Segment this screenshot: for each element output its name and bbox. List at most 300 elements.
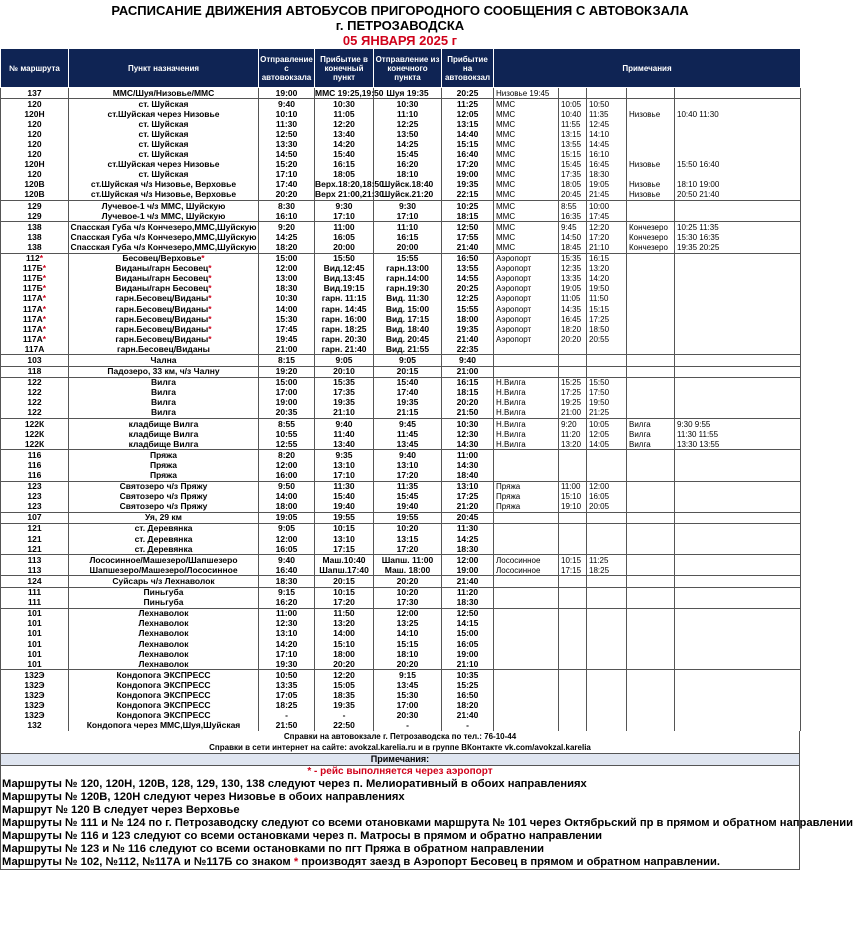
cell-depart-terminus: 14:10 xyxy=(374,629,442,639)
cell-destination: ст.Шуйская ч/з Низовье, Верховье xyxy=(69,190,259,201)
cell-note-place-2: Низовье xyxy=(627,180,675,190)
col-notes: Примечания xyxy=(494,49,801,88)
airport-star-mark: * xyxy=(208,303,212,314)
cell-note-place-1: Н.Вилга xyxy=(494,398,559,408)
cell-depart-station: 9:20 xyxy=(259,222,315,233)
cell-note-place-1: Аэропорт xyxy=(494,284,559,294)
cell-note-time-1b: 14:05 xyxy=(587,439,627,450)
table-row xyxy=(1,649,801,659)
cell-note-times-2: 19:35 20:25 xyxy=(675,242,801,253)
cell-destination: Лехнаволок xyxy=(69,659,259,670)
cell-note-place-1: ММС xyxy=(494,109,559,119)
cell-note-place-1: ММС xyxy=(494,150,559,160)
cell-note-place-1: ММС xyxy=(494,139,559,149)
cell-note-place-2 xyxy=(627,274,675,284)
table-row xyxy=(1,619,801,629)
cell-arrive-station: 13:55 xyxy=(442,264,494,274)
cell-destination: Лучевое-1 ч/з ММС, Шуйскую xyxy=(69,201,259,212)
cell-note-time-1b: 17:25 xyxy=(587,314,627,324)
cell-arrive-station: 21:40 xyxy=(442,242,494,253)
cell-arrive-terminus: 19:35 xyxy=(315,398,374,408)
cell-note-time-1a xyxy=(559,598,587,609)
cell-arrive-terminus: 12:20 xyxy=(315,119,374,129)
cell-note-time-1a: 19:25 xyxy=(559,398,587,408)
cell-note-place-1: Аэропорт xyxy=(494,294,559,304)
table-row xyxy=(1,201,801,212)
cell-destination: Лехнаволок xyxy=(69,608,259,619)
cell-note-time-1a: 21:00 xyxy=(559,408,587,419)
cell-note-times-2 xyxy=(675,523,801,534)
cell-note-time-1b xyxy=(587,711,627,721)
cell-depart-terminus: 11:35 xyxy=(374,481,442,492)
cell-depart-station: 12:30 xyxy=(259,619,315,629)
cell-destination: ст. Шуйская xyxy=(69,170,259,180)
cell-depart-terminus: 9:30 xyxy=(374,201,442,212)
cell-route-number: 117Б* xyxy=(1,284,69,294)
table-row xyxy=(1,253,801,264)
table-row xyxy=(1,232,801,242)
cell-depart-terminus: 19:40 xyxy=(374,502,442,513)
table-row xyxy=(1,608,801,619)
cell-arrive-station: 20:25 xyxy=(442,284,494,294)
cell-arrive-station: 14:30 xyxy=(442,439,494,450)
table-row xyxy=(1,294,801,304)
cell-depart-station: - xyxy=(259,711,315,721)
cell-route-number: 121 xyxy=(1,534,69,544)
cell-note-times-2 xyxy=(675,481,801,492)
cell-note-time-1a: 11:05 xyxy=(559,294,587,304)
cell-depart-terminus: 13:25 xyxy=(374,619,442,629)
cell-destination: Виданы/гарн Бесовец* xyxy=(69,274,259,284)
cell-destination: ст. Шуйская xyxy=(69,150,259,160)
cell-note-time-1a xyxy=(559,523,587,534)
cell-destination: Святозеро ч/з Пряжу xyxy=(69,502,259,513)
cell-arrive-terminus: 11:40 xyxy=(315,429,374,439)
cell-note-time-1a xyxy=(559,608,587,619)
table-row xyxy=(1,460,801,470)
cell-arrive-station: 14:55 xyxy=(442,274,494,284)
cell-note-time-1a: 16:45 xyxy=(559,314,587,324)
cell-note-times-2 xyxy=(675,211,801,222)
cell-destination: гарн.Бесовец/Виданы xyxy=(69,344,259,355)
cell-note-time-1b: 17:45 xyxy=(587,211,627,222)
cell-note-time-1a xyxy=(559,701,587,711)
cell-arrive-terminus: Вид.13:45 xyxy=(315,274,374,284)
cell-note-time-1b: 15:50 xyxy=(587,377,627,388)
cell-note-place-1 xyxy=(494,544,559,555)
cell-note-times-2 xyxy=(675,670,801,681)
cell-note-times-2 xyxy=(675,170,801,180)
cell-note-times-2 xyxy=(675,334,801,344)
cell-arrive-terminus: 16:05 xyxy=(315,232,374,242)
cell-note-times-2 xyxy=(675,587,801,598)
cell-arrive-station: 19:00 xyxy=(442,565,494,576)
cell-note-place-1: Пряжа xyxy=(494,481,559,492)
table-row xyxy=(1,523,801,534)
cell-note-times-2 xyxy=(675,253,801,264)
cell-depart-terminus: 17:30 xyxy=(374,598,442,609)
cell-note-time-1a xyxy=(559,344,587,355)
cell-note-place-2 xyxy=(627,701,675,711)
airport-star-mark: * xyxy=(42,293,47,304)
cell-destination: Кондопога ЭКСПРЕСС xyxy=(69,670,259,681)
cell-note-time-1a xyxy=(559,670,587,681)
cell-note-place-1: Аэропорт xyxy=(494,264,559,274)
cell-arrive-station: 19:35 xyxy=(442,180,494,190)
cell-note-time-1a: 10:40 xyxy=(559,109,587,119)
cell-depart-station: 17:10 xyxy=(259,170,315,180)
cell-note-time-1b: 14:20 xyxy=(587,274,627,284)
cell-note-time-1b: 16:15 xyxy=(587,253,627,264)
cell-note-time-1a: 17:35 xyxy=(559,170,587,180)
cell-note-times-2 xyxy=(675,512,801,523)
cell-arrive-terminus: 15:10 xyxy=(315,639,374,649)
cell-depart-terminus: 11:45 xyxy=(374,429,442,439)
cell-note-time-1b xyxy=(587,680,627,690)
cell-note-place-1: Н.Вилга xyxy=(494,439,559,450)
cell-note-times-2: 15:30 16:35 xyxy=(675,232,801,242)
table-row xyxy=(1,711,801,721)
cell-note-times-2 xyxy=(675,274,801,284)
cell-depart-terminus: 20:15 xyxy=(374,366,442,377)
cell-arrive-station: 18:40 xyxy=(442,470,494,481)
cell-note-times-2: 13:30 13:55 xyxy=(675,439,801,450)
cell-depart-station: 19:20 xyxy=(259,366,315,377)
cell-note-time-1b xyxy=(587,88,627,99)
cell-destination: гарн.Бесовец/Виданы* xyxy=(69,294,259,304)
airport-star-mark: * xyxy=(42,323,47,334)
cell-route-number: 120 xyxy=(1,150,69,160)
table-row xyxy=(1,481,801,492)
cell-arrive-terminus: 18:00 xyxy=(315,649,374,659)
cell-note-times-2 xyxy=(675,314,801,324)
cell-route-number: 138 xyxy=(1,232,69,242)
cell-depart-station: 16:40 xyxy=(259,565,315,576)
cell-arrive-terminus: 19:35 xyxy=(315,701,374,711)
cell-depart-station: 12:00 xyxy=(259,534,315,544)
star-symbol: * xyxy=(307,765,312,777)
airport-star-mark: * xyxy=(42,263,47,274)
cell-depart-terminus: 13:15 xyxy=(374,534,442,544)
cell-route-number: 122 xyxy=(1,388,69,398)
cell-arrive-terminus: 9:05 xyxy=(315,355,374,366)
table-row xyxy=(1,324,801,334)
cell-route-number: 123 xyxy=(1,481,69,492)
cell-note-place-2 xyxy=(627,334,675,344)
cell-depart-station: 17:10 xyxy=(259,649,315,659)
cell-note-times-2 xyxy=(675,639,801,649)
cell-route-number: 107 xyxy=(1,512,69,523)
cell-destination: Вилга xyxy=(69,408,259,419)
page-subtitle-city: г. ПЕТРОЗАВОДСКА xyxy=(335,18,465,33)
cell-note-time-1b xyxy=(587,721,627,731)
cell-route-number: 120Н xyxy=(1,109,69,119)
cell-destination: Виданы/гарн Бесовец* xyxy=(69,264,259,274)
cell-note-time-1b: 13:20 xyxy=(587,264,627,274)
cell-arrive-terminus: гарн. 14:45 xyxy=(315,304,374,314)
cell-note-times-2: 18:10 19:00 xyxy=(675,180,801,190)
cell-depart-station: 14:00 xyxy=(259,304,315,314)
table-header-row xyxy=(1,49,801,88)
cell-note-time-1b: 11:50 xyxy=(587,294,627,304)
airport-star-mark: * xyxy=(208,263,212,274)
star-legend xyxy=(1,766,799,778)
cell-arrive-station: 10:25 xyxy=(442,201,494,212)
cell-depart-station: 8:15 xyxy=(259,355,315,366)
table-row xyxy=(1,314,801,324)
cell-arrive-station: 22:35 xyxy=(442,344,494,355)
cell-arrive-terminus: 9:35 xyxy=(315,450,374,461)
cell-depart-station: 14:50 xyxy=(259,150,315,160)
cell-arrive-terminus: 14:20 xyxy=(315,139,374,149)
cell-note-place-2 xyxy=(627,88,675,99)
cell-note-time-1b: 15:15 xyxy=(587,304,627,314)
cell-depart-station: 10:50 xyxy=(259,670,315,681)
cell-depart-terminus: 13:10 xyxy=(374,460,442,470)
cell-note-time-1a: 11:20 xyxy=(559,429,587,439)
cell-note-time-1a: 10:05 xyxy=(559,99,587,110)
cell-depart-terminus: Вид. 17:15 xyxy=(374,314,442,324)
cell-depart-station: 19:30 xyxy=(259,659,315,670)
col-depart-terminus: Отправление из конечного пункта xyxy=(374,49,442,88)
cell-note-time-1b: 21:25 xyxy=(587,408,627,419)
cell-arrive-station: 9:40 xyxy=(442,355,494,366)
table-row xyxy=(1,150,801,160)
cell-arrive-station: 21:40 xyxy=(442,576,494,587)
cell-destination: Уя, 29 км xyxy=(69,512,259,523)
cell-note-place-2 xyxy=(627,534,675,544)
cell-arrive-terminus: 16:15 xyxy=(315,160,374,170)
cell-depart-terminus: 11:10 xyxy=(374,109,442,119)
cell-depart-station: 18:30 xyxy=(259,284,315,294)
cell-note-time-1a xyxy=(559,587,587,598)
cell-note-time-1a: 13:55 xyxy=(559,139,587,149)
cell-note-time-1b: 21:10 xyxy=(587,242,627,253)
table-row xyxy=(1,492,801,502)
table-row xyxy=(1,429,801,439)
table-row xyxy=(1,344,801,355)
cell-note-times-2 xyxy=(675,555,801,566)
cell-note-time-1a: 9:45 xyxy=(559,222,587,233)
cell-destination: Святозеро ч/з Пряжу xyxy=(69,481,259,492)
cell-arrive-station: 12:50 xyxy=(442,608,494,619)
table-row xyxy=(1,109,801,119)
cell-note-place-2 xyxy=(627,587,675,598)
cell-note-place-1: Лососинное xyxy=(494,555,559,566)
cell-depart-station: 8:20 xyxy=(259,450,315,461)
cell-route-number: 117А* xyxy=(1,324,69,334)
cell-note-place-2 xyxy=(627,170,675,180)
cell-depart-terminus: 20:20 xyxy=(374,659,442,670)
cell-note-place-1 xyxy=(494,649,559,659)
cell-arrive-terminus: 15:50 xyxy=(315,253,374,264)
cell-destination: Виданы/гарн Бесовец* xyxy=(69,284,259,294)
cell-destination: кладбище Вилга xyxy=(69,429,259,439)
cell-arrive-terminus: Маш.10:40 xyxy=(315,555,374,566)
table-row xyxy=(1,555,801,566)
cell-depart-station: 16:05 xyxy=(259,544,315,555)
cell-note-time-1b: 11:25 xyxy=(587,555,627,566)
cell-depart-station: 18:25 xyxy=(259,701,315,711)
cell-note-place-2 xyxy=(627,150,675,160)
cell-destination: ст. Деревянка xyxy=(69,544,259,555)
cell-arrive-station: 21:40 xyxy=(442,711,494,721)
cell-arrive-station: 20:45 xyxy=(442,512,494,523)
table-row xyxy=(1,544,801,555)
cell-note-times-2 xyxy=(675,264,801,274)
cell-note-times-2 xyxy=(675,565,801,576)
cell-destination: Святозеро ч/з Пряжу xyxy=(69,492,259,502)
cell-note-time-1a: 8:55 xyxy=(559,201,587,212)
cell-note-time-1a: 15:25 xyxy=(559,377,587,388)
table-row xyxy=(1,242,801,253)
cell-destination: Кондопога ЭКСПРЕСС xyxy=(69,680,259,690)
cell-note-time-1a xyxy=(559,450,587,461)
col-depart-station: Отправление с автовокзала xyxy=(259,49,315,88)
table-row xyxy=(1,512,801,523)
cell-note-place-1 xyxy=(494,470,559,481)
cell-depart-terminus: 15:45 xyxy=(374,492,442,502)
cell-arrive-station: 11:30 xyxy=(442,523,494,534)
cell-route-number: 138 xyxy=(1,222,69,233)
cell-note-time-1b: 20:05 xyxy=(587,502,627,513)
cell-arrive-station: 21:40 xyxy=(442,334,494,344)
cell-destination: Вилга xyxy=(69,388,259,398)
cell-note-times-2 xyxy=(675,460,801,470)
cell-note-times-2 xyxy=(675,534,801,544)
cell-note-time-1b: 14:45 xyxy=(587,139,627,149)
cell-destination: кладбище Вилга xyxy=(69,439,259,450)
cell-arrive-station: 16:50 xyxy=(442,690,494,700)
cell-note-place-1: ММС xyxy=(494,129,559,139)
note-airport-star: * xyxy=(293,855,299,868)
cell-depart-station: 16:10 xyxy=(259,211,315,222)
cell-arrive-terminus: 9:40 xyxy=(315,419,374,430)
cell-route-number: 120Н xyxy=(1,160,69,170)
cell-arrive-terminus: гарн. 18:25 xyxy=(315,324,374,334)
cell-note-place-2 xyxy=(627,690,675,700)
cell-note-time-1a xyxy=(559,544,587,555)
cell-arrive-station: 15:15 xyxy=(442,139,494,149)
cell-note-times-2 xyxy=(675,294,801,304)
cell-route-number: 120 xyxy=(1,139,69,149)
cell-destination: Кондопога ЭКСПРЕСС xyxy=(69,701,259,711)
cell-arrive-terminus: 11:50 xyxy=(315,608,374,619)
cell-note-times-2 xyxy=(675,355,801,366)
col-route-number: № маршрута xyxy=(1,49,69,88)
cell-note-time-1a: 11:00 xyxy=(559,481,587,492)
cell-note-place-1: Аэропорт xyxy=(494,334,559,344)
cell-note-place-2 xyxy=(627,398,675,408)
cell-note-place-1 xyxy=(494,680,559,690)
cell-depart-terminus: 9:40 xyxy=(374,450,442,461)
cell-depart-terminus: 20:20 xyxy=(374,576,442,587)
cell-depart-terminus: 12:25 xyxy=(374,119,442,129)
cell-arrive-station: 12:25 xyxy=(442,294,494,304)
cell-note-time-1a: 12:35 xyxy=(559,264,587,274)
cell-note-time-1b xyxy=(587,523,627,534)
table-row xyxy=(1,450,801,461)
table-row xyxy=(1,99,801,110)
cell-depart-station: 21:50 xyxy=(259,721,315,731)
cell-route-number: 116 xyxy=(1,460,69,470)
cell-depart-terminus: 13:45 xyxy=(374,439,442,450)
cell-note-place-2 xyxy=(627,711,675,721)
col-arrive-station: Прибытие на автовокзал xyxy=(442,49,494,88)
cell-arrive-station: 14:15 xyxy=(442,619,494,629)
cell-depart-station: 11:30 xyxy=(259,119,315,129)
cell-arrive-terminus: гарн. 11:15 xyxy=(315,294,374,304)
cell-destination: Пиньгуба xyxy=(69,587,259,598)
cell-arrive-terminus: 20:20 xyxy=(315,659,374,670)
cell-note-place-2 xyxy=(627,721,675,731)
cell-depart-station: 16:20 xyxy=(259,598,315,609)
cell-note-place-2 xyxy=(627,523,675,534)
cell-note-place-2 xyxy=(627,659,675,670)
cell-note-times-2 xyxy=(675,721,801,731)
cell-note-times-2 xyxy=(675,99,801,110)
cell-note-times-2 xyxy=(675,388,801,398)
cell-note-time-1b: 10:05 xyxy=(587,419,627,430)
cell-note-place-2 xyxy=(627,470,675,481)
cell-depart-terminus: 12:00 xyxy=(374,608,442,619)
cell-arrive-terminus: 10:30 xyxy=(315,99,374,110)
cell-note-place-1 xyxy=(494,534,559,544)
cell-arrive-station: 14:25 xyxy=(442,534,494,544)
cell-depart-station: 14:00 xyxy=(259,492,315,502)
table-row xyxy=(1,576,801,587)
cell-depart-station: 14:25 xyxy=(259,232,315,242)
cell-note-place-1: ММС xyxy=(494,160,559,170)
cell-destination: гарн.Бесовец/Виданы* xyxy=(69,304,259,314)
cell-depart-station: 11:00 xyxy=(259,608,315,619)
cell-note-times-2 xyxy=(675,470,801,481)
cell-arrive-station: 15:25 xyxy=(442,680,494,690)
cell-note-time-1b: 10:50 xyxy=(587,99,627,110)
cell-depart-station: 20:35 xyxy=(259,408,315,419)
table-row xyxy=(1,659,801,670)
cell-depart-station: 8:30 xyxy=(259,201,315,212)
cell-arrive-terminus: 13:10 xyxy=(315,460,374,470)
table-row xyxy=(1,701,801,711)
table-row xyxy=(1,88,801,99)
cell-arrive-terminus: 15:05 xyxy=(315,680,374,690)
cell-note-place-1: Пряжа xyxy=(494,492,559,502)
schedule-date: 05 ЯНВАРЯ 2025 г xyxy=(342,33,458,48)
cell-destination: гарн.Бесовец/Виданы* xyxy=(69,314,259,324)
cell-arrive-station: 11:20 xyxy=(442,587,494,598)
cell-depart-station: 18:30 xyxy=(259,576,315,587)
cell-note-place-1 xyxy=(494,598,559,609)
cell-note-times-2: 10:25 11:35 xyxy=(675,222,801,233)
cell-note-place-2: Низовье xyxy=(627,109,675,119)
cell-note-times-2 xyxy=(675,377,801,388)
cell-note-place-2 xyxy=(627,211,675,222)
cell-destination: Спасская Губа ч/з Кончезеро,ММС,Шуйскую xyxy=(70,221,257,232)
cell-route-number: 123 xyxy=(1,502,69,513)
cell-route-number: 117Б* xyxy=(1,264,69,274)
cell-route-number: 113 xyxy=(1,555,69,566)
cell-route-number: 117А xyxy=(1,344,69,355)
cell-note-time-1a: 19:10 xyxy=(559,502,587,513)
cell-note-times-2 xyxy=(675,150,801,160)
cell-note-place-1: Н.Вилга xyxy=(494,429,559,439)
cell-arrive-terminus: 13:20 xyxy=(315,619,374,629)
cell-note-time-1b xyxy=(587,512,627,523)
cell-destination: Вилга xyxy=(69,377,259,388)
cell-arrive-station: 15:55 xyxy=(442,304,494,314)
airport-star-mark: * xyxy=(39,253,44,264)
